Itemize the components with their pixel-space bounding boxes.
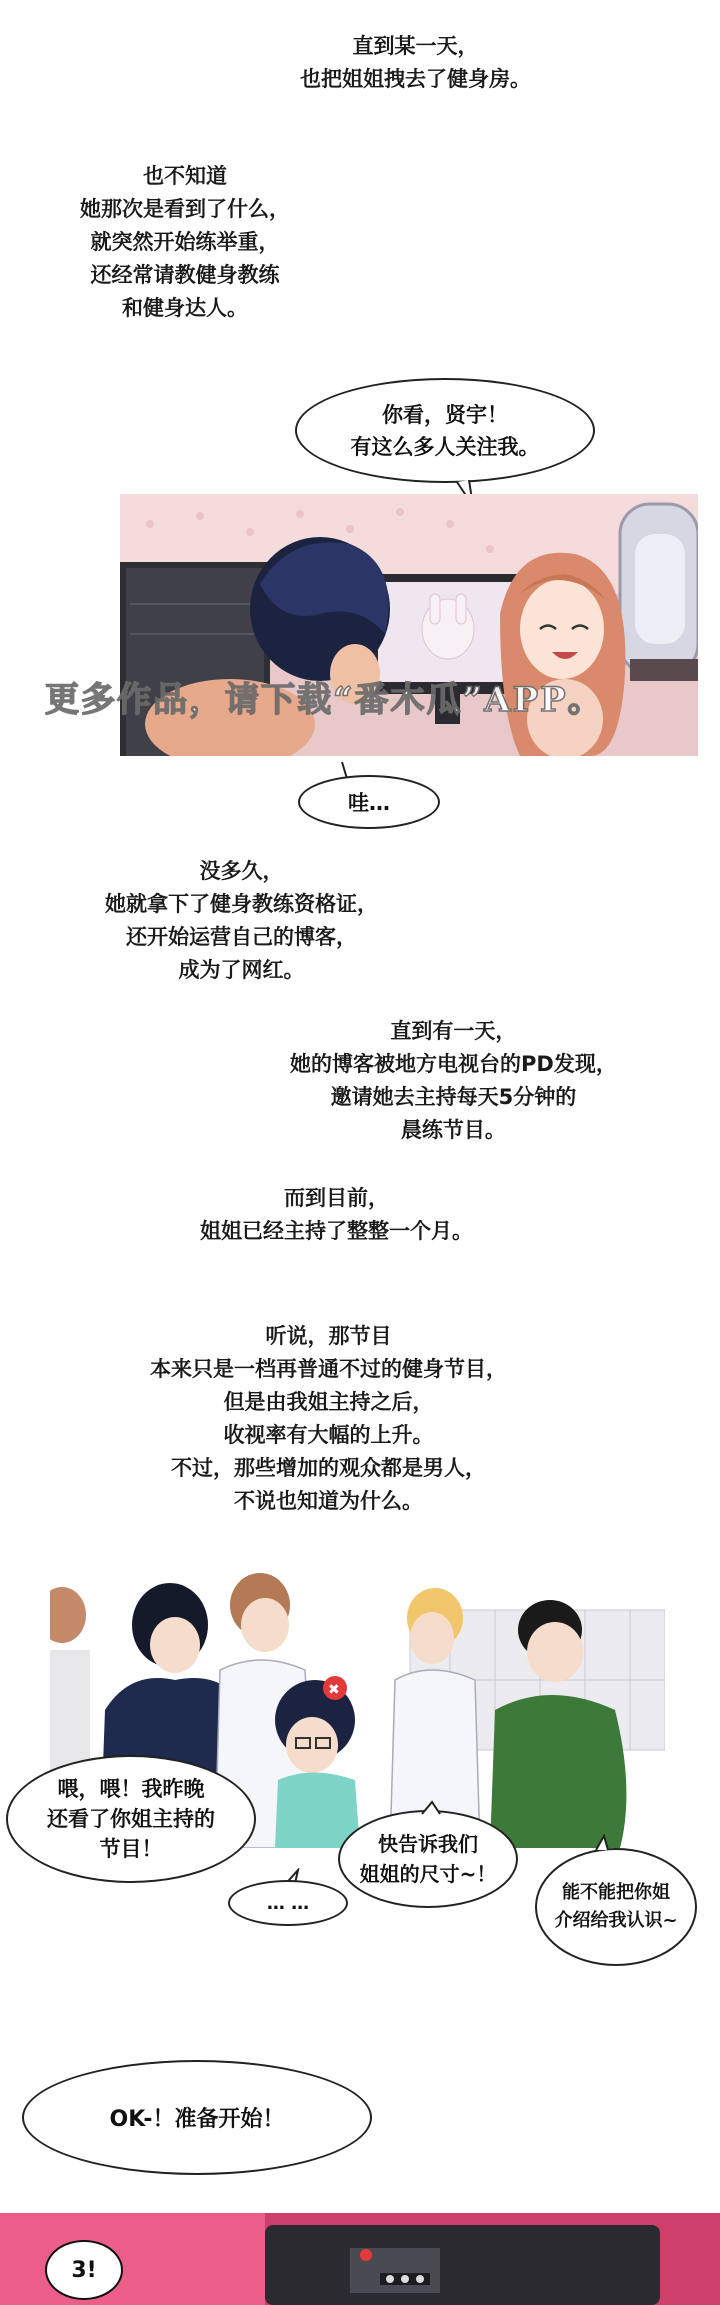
bubble-tail	[592, 1834, 612, 1852]
narration-caption-3: 没多久， 她就拿下了健身教练资格证， 还开始运营自己的博客， 成为了网红。	[105, 859, 378, 982]
bubble-tail	[420, 1800, 444, 1816]
speech-bubble-introduce: 能不能把你姐 介绍给我认识~	[535, 1848, 697, 1966]
narration-caption-4: 直到有一天， 她的博客被地方电视台的PD发现， 邀请她去主持每天5分钟的 晨练节目。	[290, 1019, 617, 1142]
speech-bubble-sizes: 快告诉我们 姐姐的尺寸~！	[338, 1810, 518, 1908]
speech-bubble-look-xianyu: 你看，贤宇！ 有这么多人关注我。	[295, 378, 595, 483]
speech-bubble-countdown-three: 3!	[45, 2240, 123, 2300]
narration-caption-6: 听说，那节目 本来只是一档再普通不过的健身节目， 但是由我姐主持之后， 收视率有大幅的上升。 不过，那些增加的观众都是男人， 不说也知道为什么。	[150, 1324, 507, 1513]
speech-bubble-ok-start: OK-！准备开始！	[22, 2060, 372, 2175]
narration-caption-2: 也不知道 她那次是看到了什么， 就突然开始练举重， 还经常请教健身教练 和健身达人。	[80, 164, 290, 320]
speech-bubble-ellipsis: … …	[228, 1880, 348, 1926]
watermark-text: 更多作品，请下载“番木瓜”APP。	[45, 680, 604, 720]
speech-bubble-wow: 哇…	[298, 775, 440, 829]
narration-caption-1: 直到某一天， 也把姐姐拽去了健身房。	[300, 34, 531, 91]
narration-caption-5: 而到目前， 姐姐已经主持了整整一个月。	[200, 1186, 473, 1243]
speech-bubble-saw-show: 喂，喂！我昨晚 还看了你姐主持的 节目！	[6, 1755, 256, 1883]
svg-text:✖: ✖	[328, 1682, 340, 1698]
